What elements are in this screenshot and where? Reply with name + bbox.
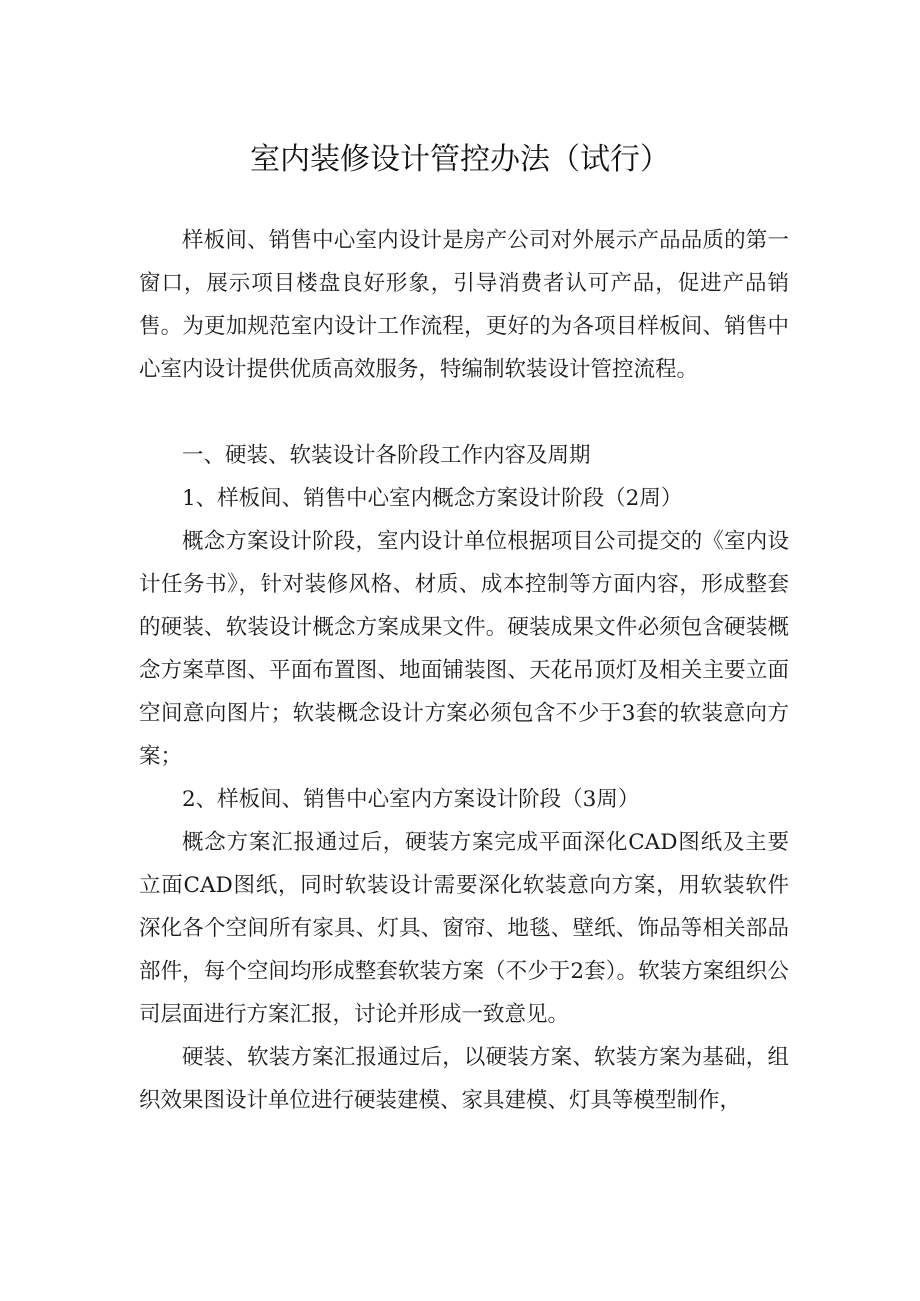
concept-design-paragraph: 概念方案设计阶段，室内设计单位根据项目公司提交的《室内设计任务书》，针对装修风格、材质、成本控制等方面内容，形成整套的硬装、软装设计概念方案成果文件。硬装成果文件必须包含硬装概念方案草图、平面布置图、地面铺装图、天花吊顶灯及相关主要立面空间意向图片；软装概念设计方案必须包含不少于3套的软装意向方案； [139,529,789,769]
document-title: 室内装修设计管控办法（试行） [250,142,670,177]
intro-paragraph: 样板间、销售中心室内设计是房产公司对外展示产品品质的第一窗口，展示项目楼盘良好形象，引导消费者认可产品，促进产品销售。为更加规范室内设计工作流程，更好的为各项目样板间、销售中心室内设计提供优质高效服务，特编制软装设计管控流程。 [139,228,789,382]
rendering-paragraph: 硬装、软装方案汇报通过后，以硬装方案、软装方案为基础，组织效果图设计单位进行硬装建模、家具建模、灯具等模型制作， [139,1045,789,1113]
scheme-design-paragraph: 概念方案汇报通过后，硬装方案完成平面深化CAD图纸及主要立面CAD图纸，同时软装设计需要深化软装意向方案，用软装软件深化各个空间所有家具、灯具、窗帘、地毯、壁纸、饰品等相关部品部件，每个空间均形成整套软装方案（不少于2套）。软装方案组织公司层面进行方案汇报，讨论并形成一致意见。 [139,830,789,1027]
section-heading: 一、硬装、软装设计各阶段工作内容及周期 [182,443,591,468]
paragraph-spacer [139,391,789,434]
subsection-heading-2: 2、样板间、销售中心室内方案设计阶段（3周） [182,787,640,812]
document-body [139,219,789,1122]
subsection-heading-1: 1、样板间、销售中心室内概念方案设计阶段（2周） [182,486,683,511]
